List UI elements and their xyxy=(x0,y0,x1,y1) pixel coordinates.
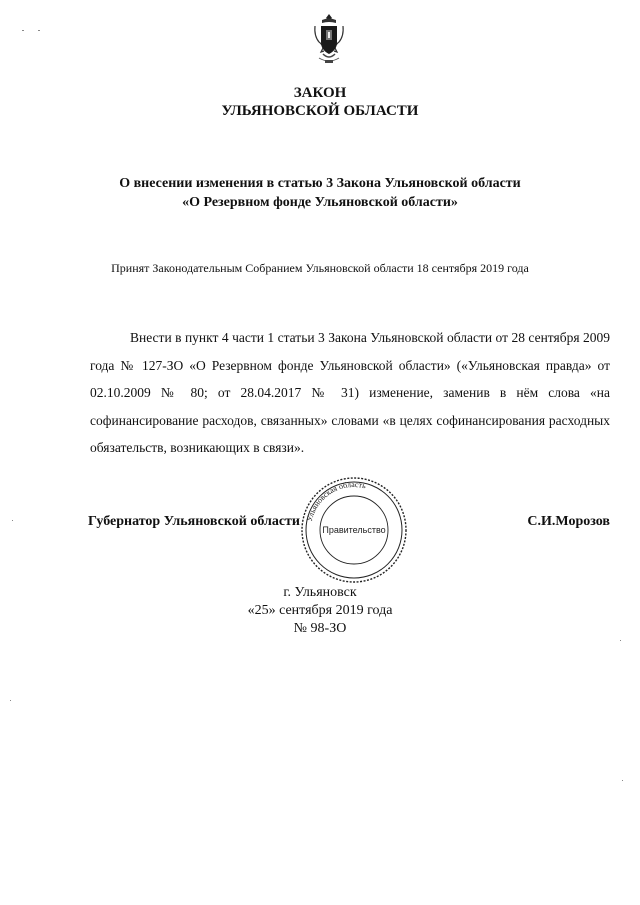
governor-name: С.И.Морозов xyxy=(527,514,610,529)
law-subject-line-1: О внесении изменения в статью 3 Закона Ульяновской области xyxy=(119,176,521,191)
law-number: № 98-ЗО xyxy=(293,621,347,636)
scan-speck xyxy=(12,520,13,521)
adoption-note: Принят Законодательным Собранием Ульяновской области 18 сентября 2019 года xyxy=(111,261,529,275)
scan-speck xyxy=(22,30,24,31)
scan-speck xyxy=(38,30,40,31)
signing-date: «25» сентября 2019 года xyxy=(247,603,393,618)
region-name: УЛЬЯНОВСКОЙ ОБЛАСТИ xyxy=(221,103,419,119)
law-subject-line-2: «О Резервном фонде Ульяновской области» xyxy=(182,195,458,210)
scan-speck xyxy=(10,700,11,701)
seal-outer-text: Ульяновская область xyxy=(304,479,367,523)
seal-inner-text: Правительство xyxy=(322,525,386,535)
city: г. Ульяновск xyxy=(283,585,357,600)
scan-speck xyxy=(622,780,623,781)
governor-title: Губернатор Ульяновской области xyxy=(88,514,300,529)
scan-speck xyxy=(620,640,621,641)
coat-of-arms-icon xyxy=(313,12,345,66)
law-body-paragraph: Внести в пункт 4 части 1 статьи 3 Закона Ульяновской области от 28 сентября 2009 года № 127-ЗО «О Резервном фонде Ульяновской области» («Ульяновская правда» от 02.10.2009 № 80; от 28.04.2017 № 31) изменение, заменив в нём слова «на софинансирование расходов, связанных» словами «в целях софинансирования расходных обязательств, возникающих в связи». xyxy=(90,330,610,455)
document-type: ЗАКОН xyxy=(293,85,347,101)
official-seal-icon xyxy=(298,474,410,586)
